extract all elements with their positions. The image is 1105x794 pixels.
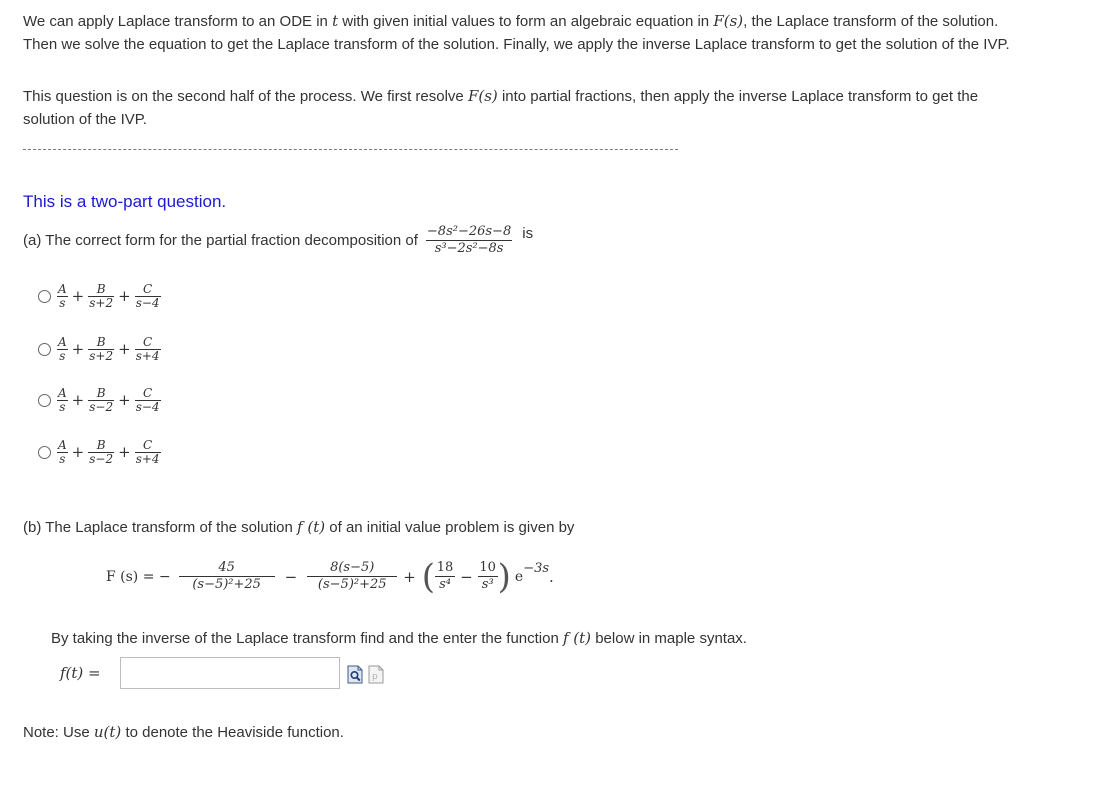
note: Note: Use u(t) to denote the Heaviside function.: [23, 723, 344, 741]
intro-paragraph-1: We can apply Laplace transform to an ODE in t with given initial values to form an algebraic equation in F(s), the Laplace transform of the solution. Then we solve the equation to get the Laplace transform of the solution. Finally, we apply the inverse Laplace transform to get the solution of the IVP.: [23, 12, 1010, 53]
intro-paragraph-2: This question is on the second half of the process. We first resolve F(s) into partial fractions, then apply the inverse Laplace transform to get the solution of the IVP.: [23, 87, 979, 128]
radio-button[interactable]: [38, 290, 51, 303]
var-Fs: F(s): [713, 12, 744, 30]
part-b-prompt: (b) The Laplace transform of the solution f (t) of an initial value problem is given by: [23, 518, 575, 536]
dashed-divider: [23, 149, 678, 150]
answer-label: f(t) =: [60, 664, 101, 682]
svg-text:p: p: [372, 672, 378, 682]
question-heading: This is a two-part question.: [23, 192, 227, 211]
radio-button[interactable]: [38, 343, 51, 356]
laplace-equation: F (s) = − $\frac{45}{\text{(s−5)²+25}}$ − $\frac{8(s-5)}{\text{(s−5)²+25}}$ + ( $\frac{18}{\text{s⁴}}$ − $\frac{10}{\text{s³}}$ ) e −3s .: [106, 556, 554, 597]
part-a-fraction: $\frac{\text{−8s²−26s−8}}{\text{s³−2s²−8s}}$: [426, 224, 512, 256]
radio-button[interactable]: [38, 446, 51, 459]
option-a-3[interactable]: $\frac{A}{s}$ + $\frac{B}{s-2}$ + $\frac{C}{s-4}$: [38, 385, 161, 415]
var-t: t: [332, 12, 339, 30]
part-b-instruction: By taking the inverse of the Laplace transform find and the enter the function f (t) below in maple syntax.: [51, 629, 747, 647]
preview-icon[interactable]: [347, 665, 364, 688]
option-a-1[interactable]: $\frac{A}{s}$ + $\frac{B}{s+2}$ + $\frac{C}{s-4}$: [38, 281, 161, 311]
option-a-4[interactable]: $\frac{A}{s}$ + $\frac{B}{s-2}$ + $\frac{C}{s+4}$: [38, 437, 161, 467]
radio-button[interactable]: [38, 394, 51, 407]
answer-input[interactable]: [120, 657, 340, 689]
maple-syntax-icon[interactable]: [368, 665, 385, 688]
part-a-prompt: (a) The correct form for the partial fraction decomposition of $\frac{\text{−8s²−26s−8}}{\text{s³−2s²−8s}}$ is: [23, 224, 534, 256]
option-a-2[interactable]: $\frac{A}{s}$ + $\frac{B}{s+2}$ + $\frac{C}{s+4}$: [38, 334, 161, 364]
